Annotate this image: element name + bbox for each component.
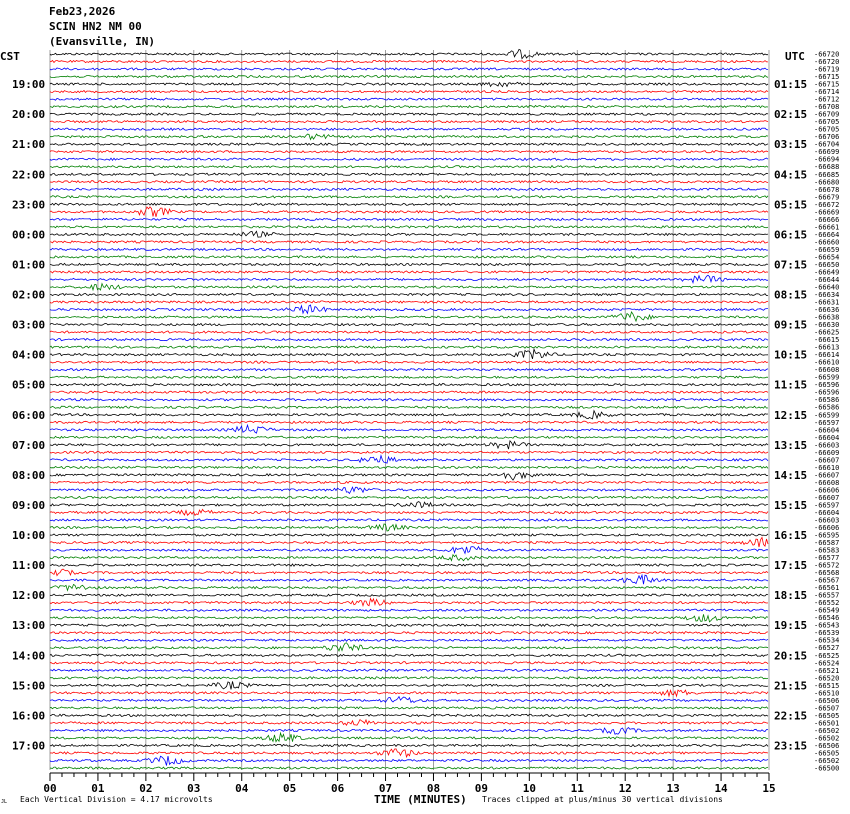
trace-offset-label: -66719 — [814, 65, 840, 74]
trace-offset-label: -66649 — [814, 268, 840, 277]
seismic-trace — [50, 324, 768, 326]
cst-hour-label: 04:00 — [12, 348, 46, 362]
cst-hour-label: 15:00 — [12, 679, 46, 693]
seismic-trace — [50, 369, 768, 371]
seismic-trace — [50, 509, 768, 515]
cst-hour-label: 22:00 — [12, 168, 46, 182]
seismic-trace — [50, 728, 768, 735]
trace-offset-label: -66502 — [814, 756, 840, 765]
utc-hour-label: 11:15 — [774, 378, 808, 392]
trace-offset-label: -66506 — [814, 696, 840, 705]
seismic-trace — [50, 481, 768, 483]
trace-offset-label: -66500 — [814, 764, 840, 773]
cst-hour-label: 20:00 — [12, 108, 46, 122]
seismic-trace — [50, 669, 768, 671]
seismic-trace — [50, 744, 768, 746]
trace-offset-label: -66712 — [814, 95, 840, 104]
trace-offset-label: -66715 — [814, 80, 840, 89]
seismic-trace — [50, 564, 768, 566]
seismic-trace — [50, 609, 768, 611]
header-location: (Evansville, IN) — [49, 35, 155, 48]
trace-offset-label: -66679 — [814, 193, 840, 202]
seismic-trace — [50, 436, 768, 438]
seismic-trace — [50, 181, 768, 183]
seismic-trace — [50, 203, 768, 205]
trace-offset-label: -66685 — [814, 170, 840, 179]
trace-offset-label: -66587 — [814, 539, 840, 548]
seismic-trace — [50, 188, 768, 190]
utc-hour-label: 13:15 — [774, 438, 808, 452]
utc-hour-labels — [774, 78, 807, 752]
seismic-traces — [50, 49, 768, 769]
trace-offset-label: -66597 — [814, 418, 840, 427]
seismic-trace — [50, 196, 768, 198]
seismic-trace — [50, 555, 768, 561]
trace-offset-label: -66606 — [814, 486, 840, 495]
trace-offset-label: -66607 — [814, 493, 840, 502]
cst-hour-label: 03:00 — [12, 318, 46, 332]
seismic-trace — [50, 749, 768, 757]
seismic-trace — [50, 305, 768, 313]
x-axis-title: TIME (MINUTES) — [374, 793, 467, 806]
seismic-trace — [50, 231, 768, 237]
seismic-trace — [50, 496, 768, 498]
trace-offset-label: -66546 — [814, 614, 840, 623]
trace-offset-label: -66510 — [814, 689, 840, 698]
trace-offset-label: -66603 — [814, 516, 840, 525]
trace-offset-label: -66586 — [814, 403, 840, 412]
trace-offset-label: -66609 — [814, 448, 840, 457]
cst-hour-label: 17:00 — [12, 739, 46, 753]
trace-offset-label: -66664 — [814, 230, 840, 239]
seismic-trace — [50, 456, 768, 464]
trace-offset-label: -66613 — [814, 343, 840, 352]
trace-offset-label: -66720 — [814, 50, 840, 59]
seismic-trace — [50, 301, 768, 303]
x-tick-label: 05 — [283, 782, 297, 795]
utc-hour-label: 15:15 — [774, 498, 808, 512]
seismic-trace — [50, 376, 768, 378]
trace-offset-label: -66561 — [814, 584, 840, 593]
trace-offset-label: -66577 — [814, 554, 840, 563]
trace-offset-label: -66640 — [814, 283, 840, 292]
utc-hour-label: 21:15 — [774, 679, 808, 693]
trace-offset-label: -66543 — [814, 621, 840, 630]
trace-offset-label: -66502 — [814, 726, 840, 735]
trace-offset-label: -66708 — [814, 103, 840, 112]
utc-hour-label: 17:15 — [774, 559, 808, 573]
clip-note: Traces clipped at plus/minus 30 vertical divisions — [482, 795, 723, 804]
seismic-trace — [50, 639, 768, 641]
seismic-trace — [50, 158, 768, 160]
seismic-trace — [50, 98, 768, 100]
trace-offset-label: -66515 — [814, 681, 840, 690]
utc-hour-label: 07:15 — [774, 258, 808, 272]
x-tick-label: 03 — [187, 782, 201, 795]
seismic-trace — [50, 720, 768, 726]
trace-offset-label: -66709 — [814, 110, 840, 119]
seismic-trace — [50, 594, 768, 596]
seismic-trace — [50, 226, 768, 228]
trace-offset-label: -66654 — [814, 253, 840, 262]
trace-offset-label: -66506 — [814, 741, 840, 750]
seismic-trace — [50, 331, 768, 333]
trace-offset-label: -66678 — [814, 185, 840, 194]
cst-hour-label: 13:00 — [12, 619, 46, 633]
x-tick-label: 15 — [762, 782, 776, 795]
cst-hour-label: 02:00 — [12, 288, 46, 302]
seismic-trace — [50, 569, 768, 576]
trace-offset-label: -66595 — [814, 531, 840, 540]
seismic-trace — [50, 690, 768, 696]
utc-hour-label: 20:15 — [774, 649, 808, 663]
seismic-trace — [50, 662, 768, 664]
seismic-trace — [50, 263, 768, 265]
seismic-trace — [50, 248, 768, 250]
cst-hour-label: 01:00 — [12, 258, 46, 272]
trace-offset-label: -66604 — [814, 426, 840, 435]
seismic-trace — [50, 441, 768, 449]
seismic-trace — [50, 624, 768, 626]
trace-offset-label: -66720 — [814, 58, 840, 67]
seismic-trace — [50, 466, 768, 468]
utc-hour-label: 03:15 — [774, 138, 808, 152]
seismic-trace — [50, 487, 768, 493]
seismic-trace — [50, 643, 768, 651]
trace-offset-label: -66596 — [814, 381, 840, 390]
x-tick-label: 10 — [522, 782, 536, 795]
trace-offset-label: -66549 — [814, 606, 840, 615]
seismic-trace — [50, 707, 768, 709]
trace-offset-label: -66597 — [814, 501, 840, 510]
seismic-trace — [50, 128, 768, 130]
x-tick-label: 00 — [43, 782, 57, 795]
seismic-trace — [50, 207, 768, 217]
seismic-trace — [50, 284, 768, 290]
trace-offset-label: -66631 — [814, 298, 840, 307]
x-tick-label: 04 — [235, 782, 249, 795]
seismic-trace — [50, 585, 768, 591]
x-tick-label: 08 — [426, 782, 441, 795]
seismic-trace — [50, 173, 768, 175]
trace-offset-label: -66634 — [814, 291, 840, 300]
x-tick-label: 06 — [330, 782, 345, 795]
cst-hour-label: 08:00 — [12, 468, 46, 482]
seismic-trace — [50, 714, 768, 716]
trace-offset-label: -66650 — [814, 260, 840, 269]
x-tick-label: 01 — [91, 782, 105, 795]
cst-hour-label: 16:00 — [12, 709, 46, 723]
seismic-trace — [50, 425, 768, 433]
trace-offset-label: -66525 — [814, 651, 840, 660]
seismic-trace — [50, 143, 768, 145]
right-axis-label: UTC — [785, 50, 805, 63]
utc-hour-label: 10:15 — [774, 348, 808, 362]
trace-offset-label: -66638 — [814, 313, 840, 322]
trace-offset-label: -66567 — [814, 576, 840, 585]
cst-hour-label: 21:00 — [12, 138, 46, 152]
trace-offset-label: -66694 — [814, 155, 840, 164]
trace-offset-label: -66527 — [814, 644, 840, 653]
seismic-trace — [50, 49, 768, 58]
trace-offset-label: -66524 — [814, 659, 840, 668]
trace-offset-label: -66669 — [814, 208, 840, 217]
utc-hour-label: 05:15 — [774, 198, 808, 212]
trace-offset-label: -66583 — [814, 546, 840, 555]
seismic-trace — [50, 384, 768, 386]
utc-hour-label: 14:15 — [774, 468, 808, 482]
seismic-trace — [50, 91, 768, 93]
utc-hour-label: 06:15 — [774, 228, 808, 242]
trace-offset-label: -66659 — [814, 245, 840, 254]
trace-offset-label: -66625 — [814, 328, 840, 337]
trace-offset-label: -66630 — [814, 321, 840, 330]
utc-hour-label: 18:15 — [774, 589, 808, 603]
seismic-trace — [50, 524, 768, 531]
trace-offset-label: -66604 — [814, 508, 840, 517]
trace-offset-label: -66699 — [814, 148, 840, 157]
seismic-trace — [50, 681, 768, 689]
cst-hour-label: 19:00 — [12, 78, 46, 92]
trace-offset-label: -66661 — [814, 223, 840, 232]
trace-offset-label: -66688 — [814, 163, 840, 172]
trace-offset-label: -66505 — [814, 749, 840, 758]
trace-offset-label: -66603 — [814, 441, 840, 450]
seismic-trace — [50, 339, 768, 341]
utc-hour-label: 04:15 — [774, 168, 808, 182]
seismic-trace — [50, 599, 768, 606]
seismic-trace — [50, 697, 768, 703]
trace-offset-labels — [814, 51, 839, 773]
trace-offset-label: -66507 — [814, 704, 840, 713]
trace-offset-label: -66666 — [814, 215, 840, 224]
seismic-trace — [50, 537, 768, 547]
trace-offset-label: -66644 — [814, 275, 840, 284]
trace-offset-label: -66615 — [814, 336, 840, 345]
x-tick-label: 07 — [378, 782, 393, 795]
seismic-trace — [50, 575, 768, 584]
x-tick-label: 09 — [474, 782, 489, 795]
cst-hour-label: 23:00 — [12, 198, 46, 212]
utc-hour-label: 22:15 — [774, 709, 808, 723]
utc-hour-label: 01:15 — [774, 78, 808, 92]
seismic-trace — [50, 547, 768, 554]
trace-offset-label: -66706 — [814, 133, 840, 142]
utc-hour-label: 02:15 — [774, 108, 808, 122]
trace-offset-label: -66501 — [814, 719, 840, 728]
seismic-trace — [50, 256, 768, 258]
x-tick-label: 02 — [139, 782, 153, 795]
seismic-trace — [50, 166, 768, 168]
corner-mark: JL — [1, 799, 8, 805]
x-tick-label: 14 — [714, 782, 728, 795]
utc-hour-label: 12:15 — [774, 408, 808, 422]
seismic-trace — [50, 113, 768, 115]
seismic-trace — [50, 677, 768, 679]
x-tick-label: 13 — [666, 782, 680, 795]
cst-hour-label: 14:00 — [12, 649, 46, 663]
seismic-trace — [50, 68, 768, 70]
x-axis — [43, 773, 775, 795]
seismic-trace — [50, 271, 768, 273]
trace-offset-label: -66636 — [814, 306, 840, 315]
seismic-trace — [50, 391, 768, 393]
utc-hour-label: 23:15 — [774, 739, 808, 753]
trace-offset-label: -66599 — [814, 373, 840, 382]
seismic-trace — [50, 361, 768, 363]
seismic-trace — [50, 134, 768, 139]
seismic-trace — [50, 151, 768, 153]
trace-offset-label: -66521 — [814, 666, 840, 675]
seismic-trace — [50, 534, 768, 536]
seismic-trace — [50, 106, 768, 108]
utc-hour-label: 16:15 — [774, 529, 808, 543]
trace-offset-label: -66596 — [814, 388, 840, 397]
trace-offset-label: -66704 — [814, 140, 840, 149]
trace-offset-label: -66586 — [814, 396, 840, 405]
seismic-trace — [50, 519, 768, 521]
left-axis-label: CST — [0, 50, 20, 63]
utc-hour-label: 08:15 — [774, 288, 808, 302]
seismic-trace — [50, 82, 768, 86]
trace-offset-label: -66568 — [814, 569, 840, 578]
seismic-trace — [50, 241, 768, 243]
trace-offset-label: -66705 — [814, 125, 840, 134]
seismic-trace — [50, 473, 768, 481]
trace-offset-label: -66539 — [814, 629, 840, 638]
seismic-trace — [50, 218, 768, 220]
seismic-trace — [50, 632, 768, 634]
cst-hour-label: 07:00 — [12, 438, 46, 452]
seismic-trace — [50, 275, 768, 282]
trace-offset-label: -66614 — [814, 351, 840, 360]
trace-offset-label: -66660 — [814, 238, 840, 247]
seismic-trace — [50, 502, 768, 508]
trace-offset-label: -66715 — [814, 73, 840, 82]
seismic-trace — [50, 767, 768, 769]
cst-hour-label: 12:00 — [12, 589, 46, 603]
cst-hour-label: 05:00 — [12, 378, 46, 392]
header-station: SCIN HN2 NM 00 — [49, 20, 142, 33]
scale-note: Each Vertical Division = 4.17 microvolts — [20, 795, 213, 804]
trace-offset-label: -66610 — [814, 463, 840, 472]
seismic-trace — [50, 293, 768, 295]
seismic-trace — [50, 60, 768, 62]
trace-offset-label: -66705 — [814, 118, 840, 127]
cst-hour-label: 09:00 — [12, 498, 46, 512]
trace-offset-label: -66610 — [814, 358, 840, 367]
seismic-trace — [50, 451, 768, 453]
trace-offset-label: -66680 — [814, 178, 840, 187]
trace-offset-label: -66552 — [814, 599, 840, 608]
x-tick-label: 12 — [618, 782, 632, 795]
trace-offset-label: -66557 — [814, 591, 840, 600]
utc-hour-label: 09:15 — [774, 318, 808, 332]
trace-offset-label: -66606 — [814, 523, 840, 532]
trace-offset-label: -66502 — [814, 734, 840, 743]
seismic-trace — [50, 421, 768, 423]
seismic-trace — [50, 121, 768, 123]
seismic-trace — [50, 76, 768, 78]
trace-offset-label: -66534 — [814, 636, 840, 645]
seismic-trace — [50, 312, 768, 321]
header-date: Feb23,2026 — [49, 5, 116, 18]
seismic-trace — [50, 411, 768, 419]
seismic-trace — [50, 756, 768, 765]
cst-hour-label: 10:00 — [12, 529, 46, 543]
trace-offset-label: -66608 — [814, 478, 840, 487]
trace-offset-label: -66572 — [814, 561, 840, 570]
cst-hour-label: 11:00 — [12, 559, 46, 573]
seismic-trace — [50, 733, 768, 742]
seismic-trace — [50, 654, 768, 656]
trace-offset-label: -66599 — [814, 411, 840, 420]
utc-hour-label: 19:15 — [774, 619, 808, 633]
seismic-trace — [50, 614, 768, 622]
cst-hour-labels — [12, 78, 45, 752]
cst-hour-label: 06:00 — [12, 408, 46, 422]
trace-offset-label: -66607 — [814, 471, 840, 480]
trace-offset-label: -66604 — [814, 433, 840, 442]
seismic-trace — [50, 346, 768, 348]
trace-offset-label: -66714 — [814, 88, 840, 97]
trace-offset-label: -66672 — [814, 200, 840, 209]
cst-hour-label: 00:00 — [12, 228, 46, 242]
seismic-trace — [50, 399, 768, 401]
trace-offset-label: -66505 — [814, 711, 840, 720]
seismic-trace — [50, 406, 768, 408]
trace-offset-label: -66520 — [814, 674, 840, 683]
seismic-trace — [50, 349, 768, 359]
trace-offset-label: -66608 — [814, 366, 840, 375]
x-tick-label: 11 — [570, 782, 584, 795]
trace-offset-label: -66607 — [814, 456, 840, 465]
